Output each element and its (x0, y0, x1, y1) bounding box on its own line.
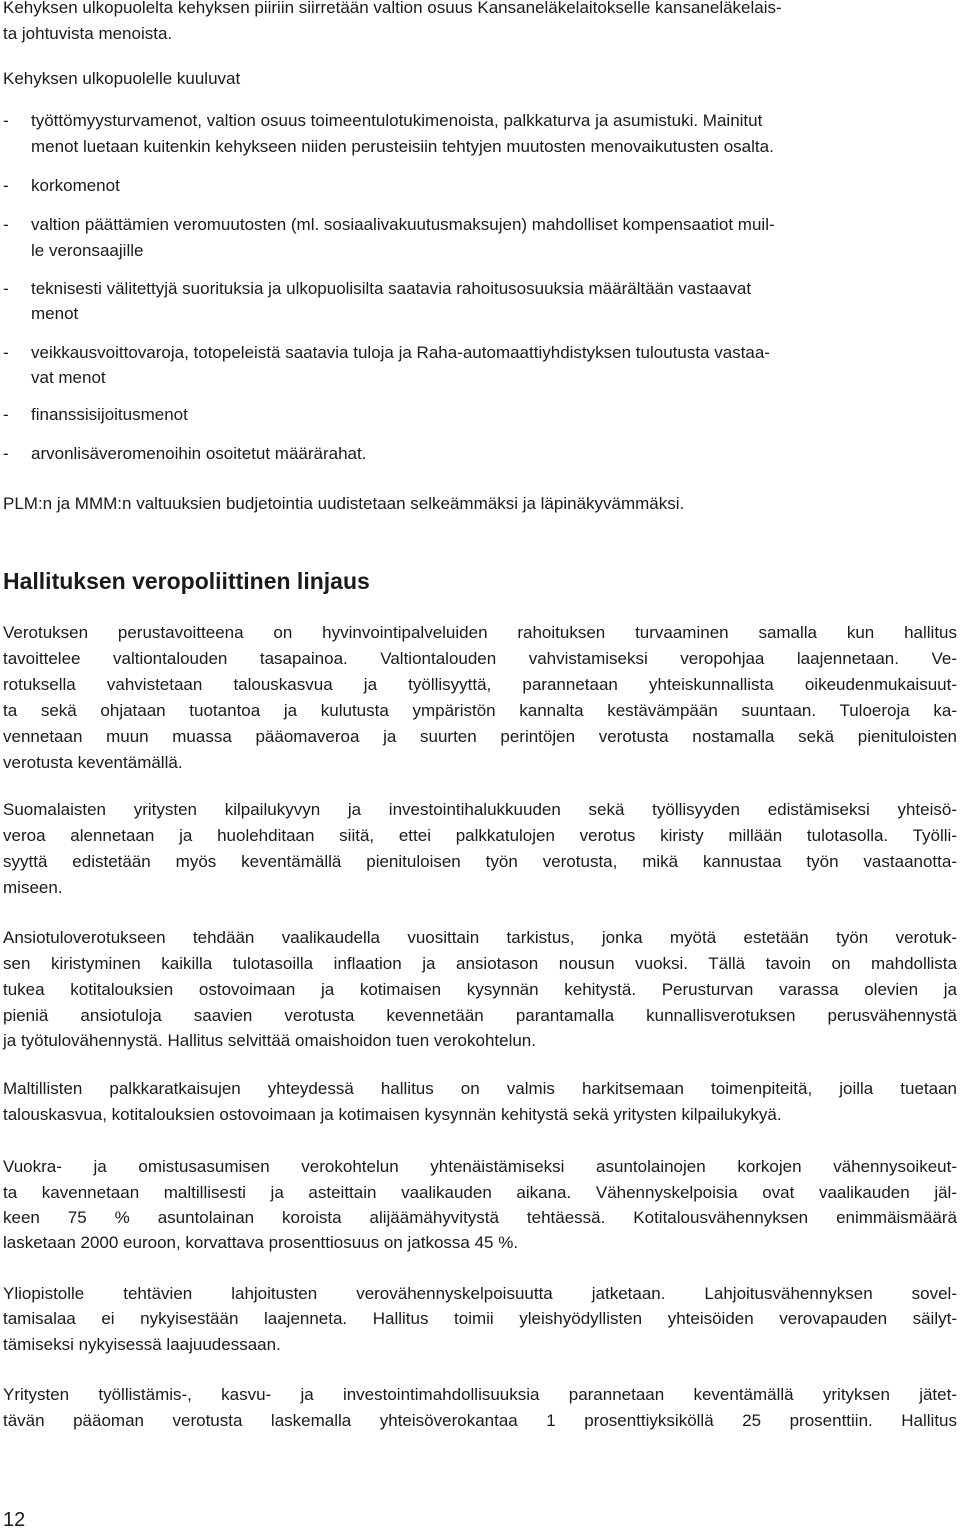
bullet-dash: - (3, 405, 9, 424)
plm-statement: PLM:n ja MMM:n valtuuksien budjetointia uudistetaan selkeämmäksi ja läpinäkyvämmäksi. (3, 494, 685, 513)
bullet-text: vat menot (31, 368, 106, 387)
bullet-dash: - (3, 215, 9, 234)
paragraph-line: syyttä edistetään myös keventämällä pienituloisen työn verotusta, mikä kannustaa työn vastaanotta- (3, 852, 957, 871)
paragraph-line: Maltillisten palkkaratkaisujen yhteydessä hallitus on valmis harkitsemaan toimenpiteitä, joilla tuetaan (3, 1079, 957, 1098)
page-number: 12 (3, 1509, 26, 1531)
paragraph-line: tavoittelee valtiontalouden tasapainoa. Valtiontalouden vahvistamiseksi veropohjaa laajennetaan. Ve- (3, 649, 957, 668)
paragraph-line: pieniä ansiotuloja saavien verotusta kevennetään parantamalla kunnallisverotuksen perusvähennystä (3, 1006, 957, 1025)
bullet-text: menot (31, 304, 79, 323)
paragraph-line-last: ja työtulovähennystä. Hallitus selvittää omaishoidon tuen verokohtelun. (3, 1031, 536, 1050)
bullet-dash: - (3, 176, 9, 195)
paragraph-line: Ansiotuloverotukseen tehdään vaalikaudella vuosittain tarkistus, jonka myötä estetään työn verotuk- (3, 928, 957, 947)
paragraph-line-last: verotusta keventämällä. (3, 753, 183, 772)
paragraph-line-last: lasketaan 2000 euroon, korvattava prosenttiosuus on jatkossa 45 %. (3, 1233, 519, 1252)
bullet-dash: - (3, 279, 9, 298)
paragraph-line: Suomalaisten yritysten kilpailukyvyn ja investointihalukkuuden sekä työllisyyden edistämiseksi yhteisö- (3, 800, 957, 819)
paragraph-line: Vuokra- ja omistusasumisen verokohtelun yhtenäistämiseksi asuntolainojen korkojen vähennysoikeut- (3, 1157, 957, 1176)
paragraph-line: Yritysten työllistämis-, kasvu- ja investointimahdollisuuksia parannetaan keventämällä yrityksen jätet- (3, 1385, 957, 1404)
paragraph-line: sen kiristyminen kaikilla tulotasoilla inflaation ja ansiotason nousun vuoksi. Tällä tavoin on mahdollista (3, 954, 957, 973)
bullet-dash: - (3, 343, 9, 362)
paragraph-line: veroa alennetaan ja huolehditaan siitä, ettei palkkatulojen verotus kiristy millään tulotasolla. Työlli- (3, 826, 957, 845)
paragraph-line: tukea kotitalouksien ostovoimaan ja kotimaisen kysynnän kehitystä. Perusturvan varassa olevien ja (3, 980, 957, 999)
paragraph-line: ta sekä ohjataan tuotantoa ja kulutusta ympäristön kannalta kestävämpään suuntaan. Tuloeroja ka- (3, 701, 957, 720)
outside-frame-title: Kehyksen ulkopuolelle kuuluvat (3, 69, 241, 88)
paragraph-line: rotuksella vahvistetaan talouskasvua ja työllisyyttä, parannetaan yhteiskunnallista oikeudenmukaisuut- (3, 675, 957, 694)
bullet-text: valtion päättämien veromuutosten (ml. sosiaalivakuutusmaksujen) mahdolliset kompensaatiot muil- (31, 215, 775, 234)
bullet-text: arvonlisäveromenoihin osoitetut määrärahat. (31, 444, 367, 463)
paragraph-line: ta kavennetaan maltillisesti ja asteittain vaalikauden aikana. Vähennyskelpoisia ovat vaalikauden jäl- (3, 1183, 957, 1202)
bullet-text: le veronsaajille (31, 241, 144, 260)
bullet-dash: - (3, 444, 9, 463)
bullet-text: menot luetaan kuitenkin kehykseen niiden perusteisiin tehtyjen muutosten menovaikutusten osalta. (31, 137, 774, 156)
paragraph-line: Yliopistolle tehtävien lahjoitusten verovähennyskelpoisuutta jatketaan. Lahjoitusvähennyksen sovel- (3, 1284, 957, 1303)
bullet-text: teknisesti välitettyjä suorituksia ja ulkopuolisilta saatavia rahoitusosuuksia määrältään vastaavat (31, 279, 752, 298)
intro-line-2: ta johtuvista menoista. (3, 24, 173, 43)
bullet-text: veikkausvoittovaroja, totopeleistä saatavia tuloja ja Raha-automaattiyhdistyksen tuloutusta vastaa- (31, 343, 770, 362)
bullet-text: korkomenot (31, 176, 120, 195)
paragraph-line-last: talouskasvua, kotitalouksien ostovoimaan ja kotimaisen kysynnän kehitystä sekä yritysten kilpailukykyä. (3, 1105, 782, 1124)
bullet-text: finanssisijoitusmenot (31, 405, 188, 424)
paragraph-line: tävän pääoman verotusta laskemalla yhteisöverokantaa 1 prosenttiyksiköllä 25 prosenttiin. Hallitus (3, 1411, 957, 1430)
paragraph-line: tamisalaa ei nykyisestään laajenneta. Hallitus toimii yleishyödyllisten yhteisöiden verovapauden säilyt- (3, 1309, 957, 1328)
paragraph-line: vennetaan muun muassa pääomaveroa ja suurten perintöjen verotusta nostamalla sekä pienituloisten (3, 727, 957, 746)
paragraph-line: Verotuksen perustavoitteena on hyvinvointipalveluiden rahoituksen turvaaminen samalla kun hallitus (3, 623, 957, 642)
section-heading: Hallituksen veropoliittinen linjaus (3, 568, 370, 594)
bullet-dash: - (3, 111, 9, 130)
paragraph-line-last: tämiseksi nykyisessä laajuudessaan. (3, 1335, 281, 1354)
intro-line-1: Kehyksen ulkopuolelta kehyksen piiriin siirretään valtion osuus Kansaneläkelaitokselle kansaneläkelais- (3, 0, 782, 17)
paragraph-line: keen 75 % asuntolainan koroista alijäämähyvitystä tehtäessä. Kotitalousvähennyksen enimmäismäärä (3, 1208, 957, 1227)
bullet-text: työttömyysturvamenot, valtion osuus toimeentulotukimenoista, palkkaturva ja asumistuki. Mainitut (31, 111, 763, 130)
paragraph-line-last: miseen. (3, 878, 63, 897)
